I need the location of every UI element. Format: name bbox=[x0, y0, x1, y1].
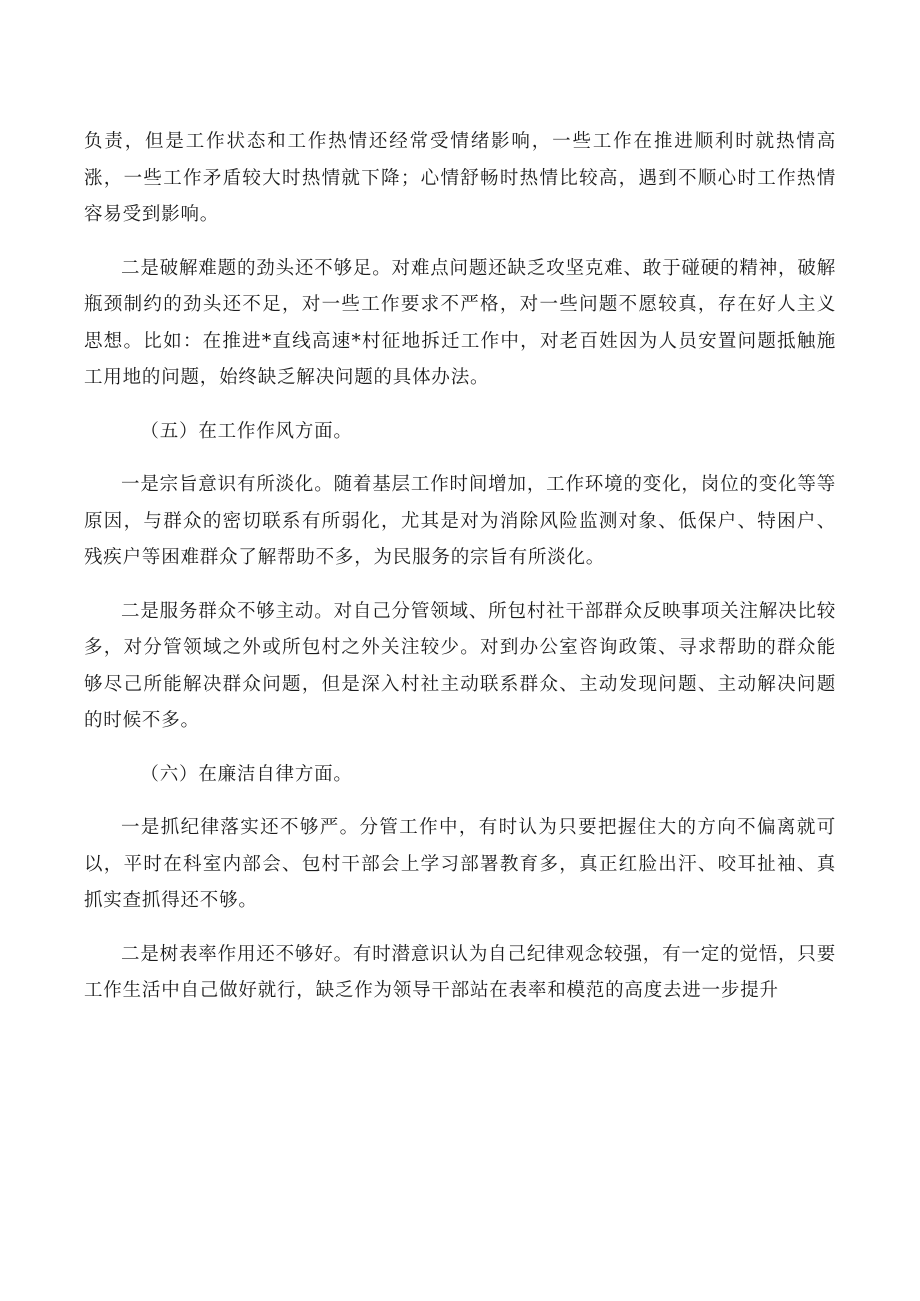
section-heading-integrity: （六）在廉洁自律方面。 bbox=[140, 763, 353, 785]
section-heading-work-style: （五）在工作作风方面。 bbox=[140, 420, 353, 442]
paragraph-role-model: 二是树表率作用还不够好。有时潜意识认为自己纪律观念较强，有一定的觉悟，只要工作生活中自己做好就行，缺乏作为领导干部站在表率和模范的高度去进一步提升 bbox=[84, 943, 836, 1001]
paragraph-discipline: 一是抓纪律落实还不够严。分管工作中，有时认为只要把握住大的方向不偏离就可以，平时在科室内部会、包村干部会上学习部署教育多，真正红脸出汗、咬耳扯袖、真抓实查抓得还不够。 bbox=[84, 817, 836, 911]
paragraph-serving-masses: 二是服务群众不够主动。对自己分管领域、所包村社干部群众反映事项关注解决比较多，对分管领域之外或所包村之外关注较少。对到办公室咨询政策、寻求帮助的群众能够尽己所能解决群众问题，但是深入村社主动联系群众、主动发现问题、主动解决问题的时候不多。 bbox=[84, 600, 836, 731]
paragraph-purpose-awareness: 一是宗旨意识有所淡化。随着基层工作时间增加，工作环境的变化，岗位的变化等等原因，与群众的密切联系有所弱化，尤其是对为消除风险监测对象、低保户、特困户、残疾户等困难群众了解帮助不多，为民服务的宗旨有所淡化。 bbox=[84, 474, 836, 568]
paragraph-continuation: 负责，但是工作状态和工作热情还经常受情绪影响，一些工作在推进顺利时就热情高涨，一些工作矛盾较大时热情就下降；心情舒畅时热情比较高，遇到不顺心时工作热情容易受到影响。 bbox=[84, 131, 836, 225]
paragraph-difficulty-solving: 二是破解难题的劲头还不够足。对难点问题还缺乏攻坚克难、敢于碰硬的精神，破解瓶颈制约的劲头还不足，对一些工作要求不严格，对一些问题不愿较真，存在好人主义思想。比如：在推进*直线高速*村征地拆迁工作中，对老百姓因为人员安置问题抵触施工用地的问题，始终缺乏解决问题的具体办法。 bbox=[84, 257, 836, 388]
document-body bbox=[84, 124, 836, 1027]
